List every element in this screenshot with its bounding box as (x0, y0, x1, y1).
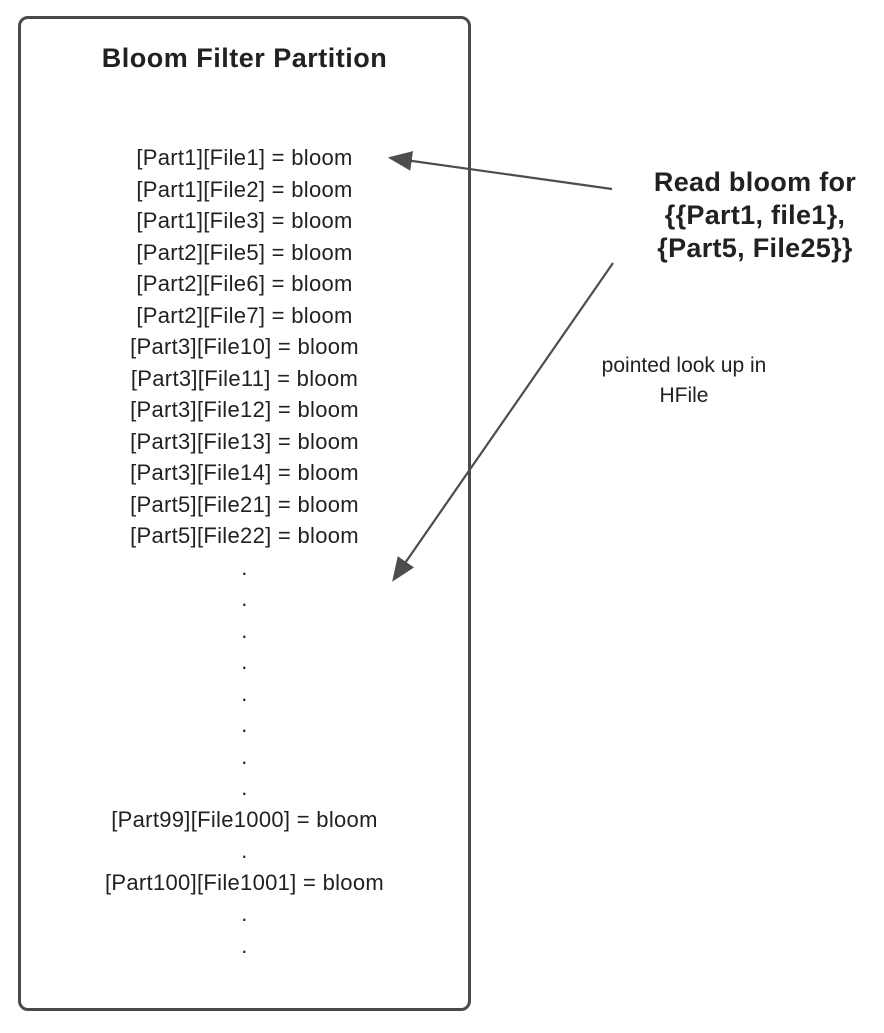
ellipsis-dot: . (241, 901, 248, 926)
ellipsis-dot: . (241, 554, 248, 580)
bloom-entry-list (21, 142, 468, 961)
pointed-lookup-line: HFile (659, 384, 709, 407)
bloom-entry: [Part3][File13] = bloom (130, 428, 359, 454)
bloom-entry: [Part2][File5] = bloom (136, 239, 353, 265)
bloom-entry: [Part3][File10] = bloom (130, 334, 359, 359)
bloom-entry: [Part3][File12] = bloom (130, 397, 359, 422)
ellipsis-dot: . (241, 649, 248, 674)
bloom-entry: [Part5][File21] = bloom (130, 491, 359, 517)
bloom-entry: [Part1][File2] = bloom (136, 176, 353, 202)
bloom-entry: [Part2][File6] = bloom (136, 271, 353, 296)
ellipsis-dot: . (241, 838, 248, 863)
bloom-entry: [Part1][File1] = bloom (136, 145, 353, 170)
ellipsis-dot: . (241, 617, 248, 643)
bloom-entry: [Part1][File3] = bloom (136, 208, 353, 233)
read-bloom-line: {{Part1, file1}, (664, 200, 846, 230)
ellipsis-dot: . (241, 743, 248, 769)
bloom-entry: [Part2][File7] = bloom (136, 302, 353, 328)
bloom-entry: [Part100][File1001] = bloom (105, 869, 384, 895)
bloom-entry: [Part3][File14] = bloom (130, 460, 359, 485)
bloom-entry: [Part99][File1000] = bloom (111, 806, 378, 832)
read-bloom-line: {Part5, File25}} (657, 233, 853, 263)
bloom-entry: [Part5][File22] = bloom (130, 523, 359, 548)
bloom-filter-partition-box (18, 16, 471, 1011)
ellipsis-dot: . (241, 586, 248, 611)
ellipsis-dot: . (241, 680, 248, 706)
read-bloom-annotation (626, 166, 884, 265)
bloom-entry: [Part3][File11] = bloom (130, 365, 359, 391)
ellipsis-dot: . (241, 775, 248, 800)
pointed-lookup-annotation (564, 351, 804, 411)
ellipsis-dot: . (241, 712, 248, 737)
pointed-lookup-line: pointed look up in (601, 354, 767, 377)
read-bloom-line: Read bloom for (653, 167, 857, 197)
ellipsis-dot: . (241, 932, 248, 958)
partition-box-title: Bloom Filter Partition (101, 43, 388, 73)
